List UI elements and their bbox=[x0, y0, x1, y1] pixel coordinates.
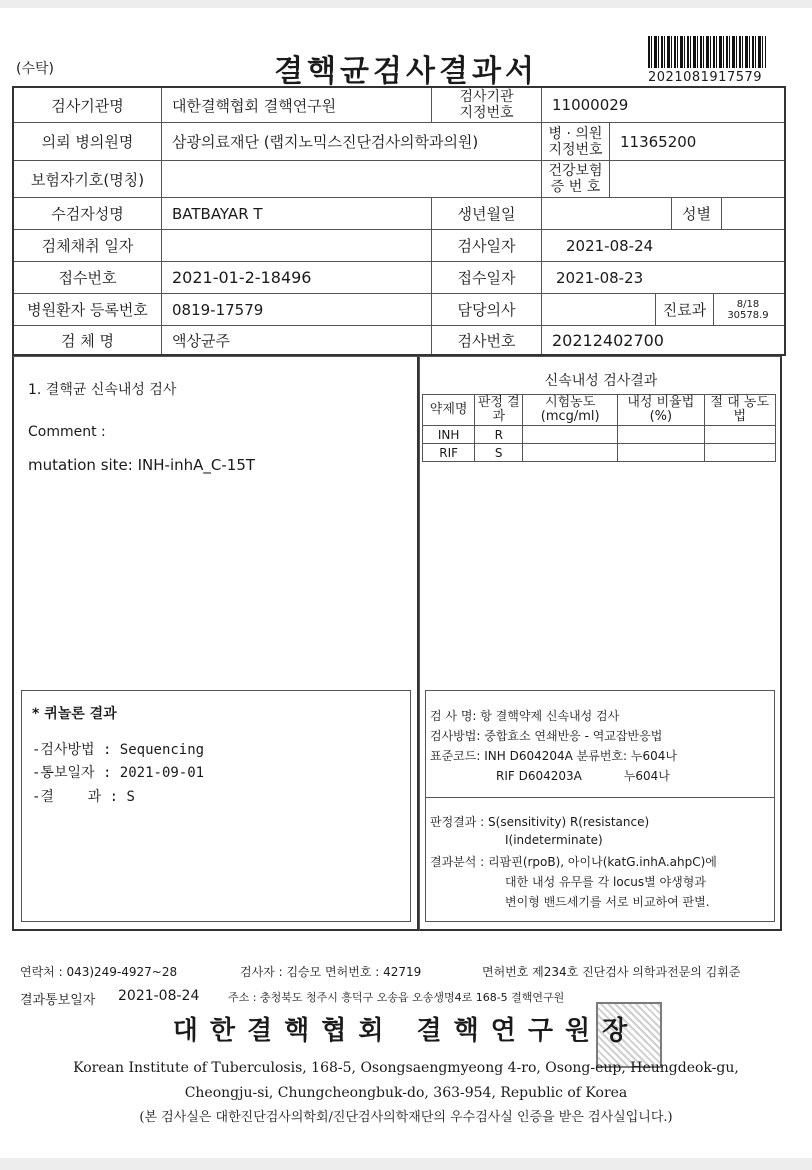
doctor-label: 담당의사 bbox=[432, 294, 542, 325]
receipt-date: 2021-08-23 bbox=[556, 268, 644, 287]
drug-cell: RIF bbox=[423, 444, 475, 462]
patient-info-table bbox=[12, 86, 786, 356]
row-hospital bbox=[14, 294, 784, 326]
requester-label: 의뢰 병의원명 bbox=[14, 123, 162, 160]
proportion-cell bbox=[618, 444, 704, 462]
english-address-2: Cheongju-si, Chungcheongbuk-do, 363-954, Republic of Korea bbox=[184, 1085, 628, 1101]
report-date: 2021-08-24 bbox=[118, 988, 200, 1004]
proportion-cell bbox=[618, 426, 704, 444]
std-code-2: RIF D604203A 누604나 bbox=[496, 769, 670, 783]
insurer-label: 보험자기호(명칭) bbox=[14, 161, 162, 197]
col-drug: 약제명 bbox=[423, 395, 475, 426]
mutation-site: mutation site: INH-inhA_C-15T bbox=[28, 456, 256, 474]
patient-name: BATBAYAR T bbox=[162, 198, 432, 229]
quinolone-box bbox=[21, 690, 411, 922]
result-cell: S bbox=[475, 444, 523, 462]
judge-line-2: I(indeterminate) bbox=[505, 833, 603, 847]
row-receipt bbox=[14, 262, 784, 294]
section-title: 1. 결핵균 신속내성 검사 bbox=[28, 382, 177, 398]
receipt-no: 2021-01-2-18496 bbox=[162, 262, 432, 293]
insurer bbox=[162, 161, 542, 197]
test-method: 검사방법: 중합효소 연쇄반응 - 역교잡반응법 bbox=[430, 729, 663, 743]
table-row bbox=[423, 426, 776, 444]
health-ins-label: 건강보험 증 번 호 bbox=[542, 161, 610, 197]
absolute-cell bbox=[704, 444, 775, 462]
sample-date bbox=[162, 230, 432, 261]
row-insurer bbox=[14, 161, 784, 198]
test-no: 20212402700 bbox=[552, 330, 664, 350]
table-row bbox=[423, 444, 776, 462]
birth bbox=[542, 198, 672, 229]
row-specimen bbox=[14, 326, 784, 354]
copy-tag: (수탁) bbox=[16, 61, 54, 77]
col-absolute: 절 대 농도법 bbox=[704, 395, 775, 426]
result-cell: R bbox=[475, 426, 523, 444]
col-proportion: 내성 비율법(%) bbox=[618, 395, 704, 426]
lab-code: 11000029 bbox=[552, 96, 629, 114]
susceptibility-table bbox=[422, 394, 776, 462]
analysis-line-1: 결과분석 : 리팜핀(rpoB), 아이나(katG.inhA.ahpC)에 bbox=[430, 855, 717, 869]
certification-note: (본 검사실은 대한진단검사의학회/진단검사의학재단의 우수검사실 인증을 받은 검사실입니다.) bbox=[139, 1110, 673, 1125]
address: 주소 : 충청북도 청주시 흥덕구 오송읍 오송생명4로 168-5 결핵연구원 bbox=[228, 991, 565, 1004]
concentration-cell bbox=[523, 426, 618, 444]
report-date-label: 결과통보일자 bbox=[20, 993, 96, 1008]
method-divider bbox=[425, 797, 775, 798]
drug-cell: INH bbox=[423, 426, 475, 444]
test-date: 2021-08-24 bbox=[566, 236, 654, 255]
quinolone-result: -결 과 : S bbox=[32, 789, 135, 805]
lab-name: 대한결핵협회 결핵연구원 bbox=[162, 88, 432, 122]
analysis-line-2: 대한 내성 유무를 각 locus별 야생형과 bbox=[505, 875, 706, 889]
english-address-1: Korean Institute of Tuberculosis, 168-5, Osongsaengmyeong 4-ro, Osong-eup, Heungdeok-gu, bbox=[73, 1060, 739, 1076]
judge-line-1: 판정결과 : S(sensitivity) R(resistance) bbox=[430, 815, 650, 829]
doctor bbox=[542, 294, 656, 325]
dept-label: 진료과 bbox=[656, 294, 714, 325]
sex-label: 성별 bbox=[672, 198, 722, 229]
barcode-number: 2021081917579 bbox=[648, 70, 763, 85]
dept-value: 8/18 30578.9 bbox=[727, 298, 769, 321]
receipt-date-label: 접수일자 bbox=[432, 262, 542, 293]
lab-name-label: 검사기관명 bbox=[14, 88, 162, 122]
comment-label: Comment : bbox=[28, 424, 106, 440]
specimen: 액상균주 bbox=[162, 326, 432, 354]
test-no-label: 검사번호 bbox=[432, 326, 542, 354]
patient-name-label: 수검자성명 bbox=[14, 198, 162, 229]
hospital-reg-label: 병원환자 등록번호 bbox=[14, 294, 162, 325]
clinic-code: 11365200 bbox=[620, 132, 697, 151]
std-code-1: 표준코드: INH D604204A 분류번호: 누604나 bbox=[430, 749, 677, 763]
examiner: 검사자 : 김승모 면허번호 : 42719 bbox=[240, 965, 422, 979]
requester: 삼광의료재단 (랩지노믹스진단검사의학과의원) bbox=[162, 123, 542, 160]
row-requester bbox=[14, 123, 784, 161]
row-patient bbox=[14, 198, 784, 230]
test-date-label: 검사일자 bbox=[432, 230, 542, 261]
hospital-reg: 0819-17579 bbox=[162, 294, 432, 325]
col-concentration: 시험농도 (mcg/ml) bbox=[523, 395, 618, 426]
clinic-code-label: 병 · 의원 지정번호 bbox=[542, 123, 610, 160]
page-title: 결핵균검사결과서 bbox=[274, 54, 538, 89]
concentration-cell bbox=[523, 444, 618, 462]
specimen-label: 검 체 명 bbox=[14, 326, 162, 354]
sex bbox=[722, 198, 782, 229]
quinolone-title: * 퀴놀론 결과 bbox=[32, 706, 117, 722]
barcode-image bbox=[648, 36, 766, 68]
col-result: 판정 결과 bbox=[475, 395, 523, 426]
quinolone-report-date: -통보일자 : 2021-09-01 bbox=[32, 765, 205, 781]
analysis-line-3: 변이형 밴드세기를 서로 비교하여 판별. bbox=[505, 895, 710, 909]
susceptibility-title: 신속내성 검사결과 bbox=[544, 373, 658, 389]
row-dates bbox=[14, 230, 784, 262]
lab-code-label: 검사기관 지정번호 bbox=[432, 88, 542, 122]
sample-date-label: 검체채취 일자 bbox=[14, 230, 162, 261]
absolute-cell bbox=[704, 426, 775, 444]
receipt-no-label: 접수번호 bbox=[14, 262, 162, 293]
birth-label: 생년월일 bbox=[432, 198, 542, 229]
table-header-row bbox=[423, 395, 776, 426]
license: 면허번호 제234호 진단검사 의학과전문의 김휘준 bbox=[482, 965, 741, 979]
contact: 연락처 : 043)249-4927~28 bbox=[20, 965, 178, 979]
test-name: 검 사 명: 항 결핵약제 신속내성 검사 bbox=[430, 709, 620, 723]
health-ins-number bbox=[610, 161, 782, 197]
row-lab bbox=[14, 88, 784, 123]
quinolone-method: -검사방법 : Sequencing bbox=[32, 742, 205, 758]
institute-name: 대한결핵협회 결핵연구원장 bbox=[172, 1016, 640, 1046]
